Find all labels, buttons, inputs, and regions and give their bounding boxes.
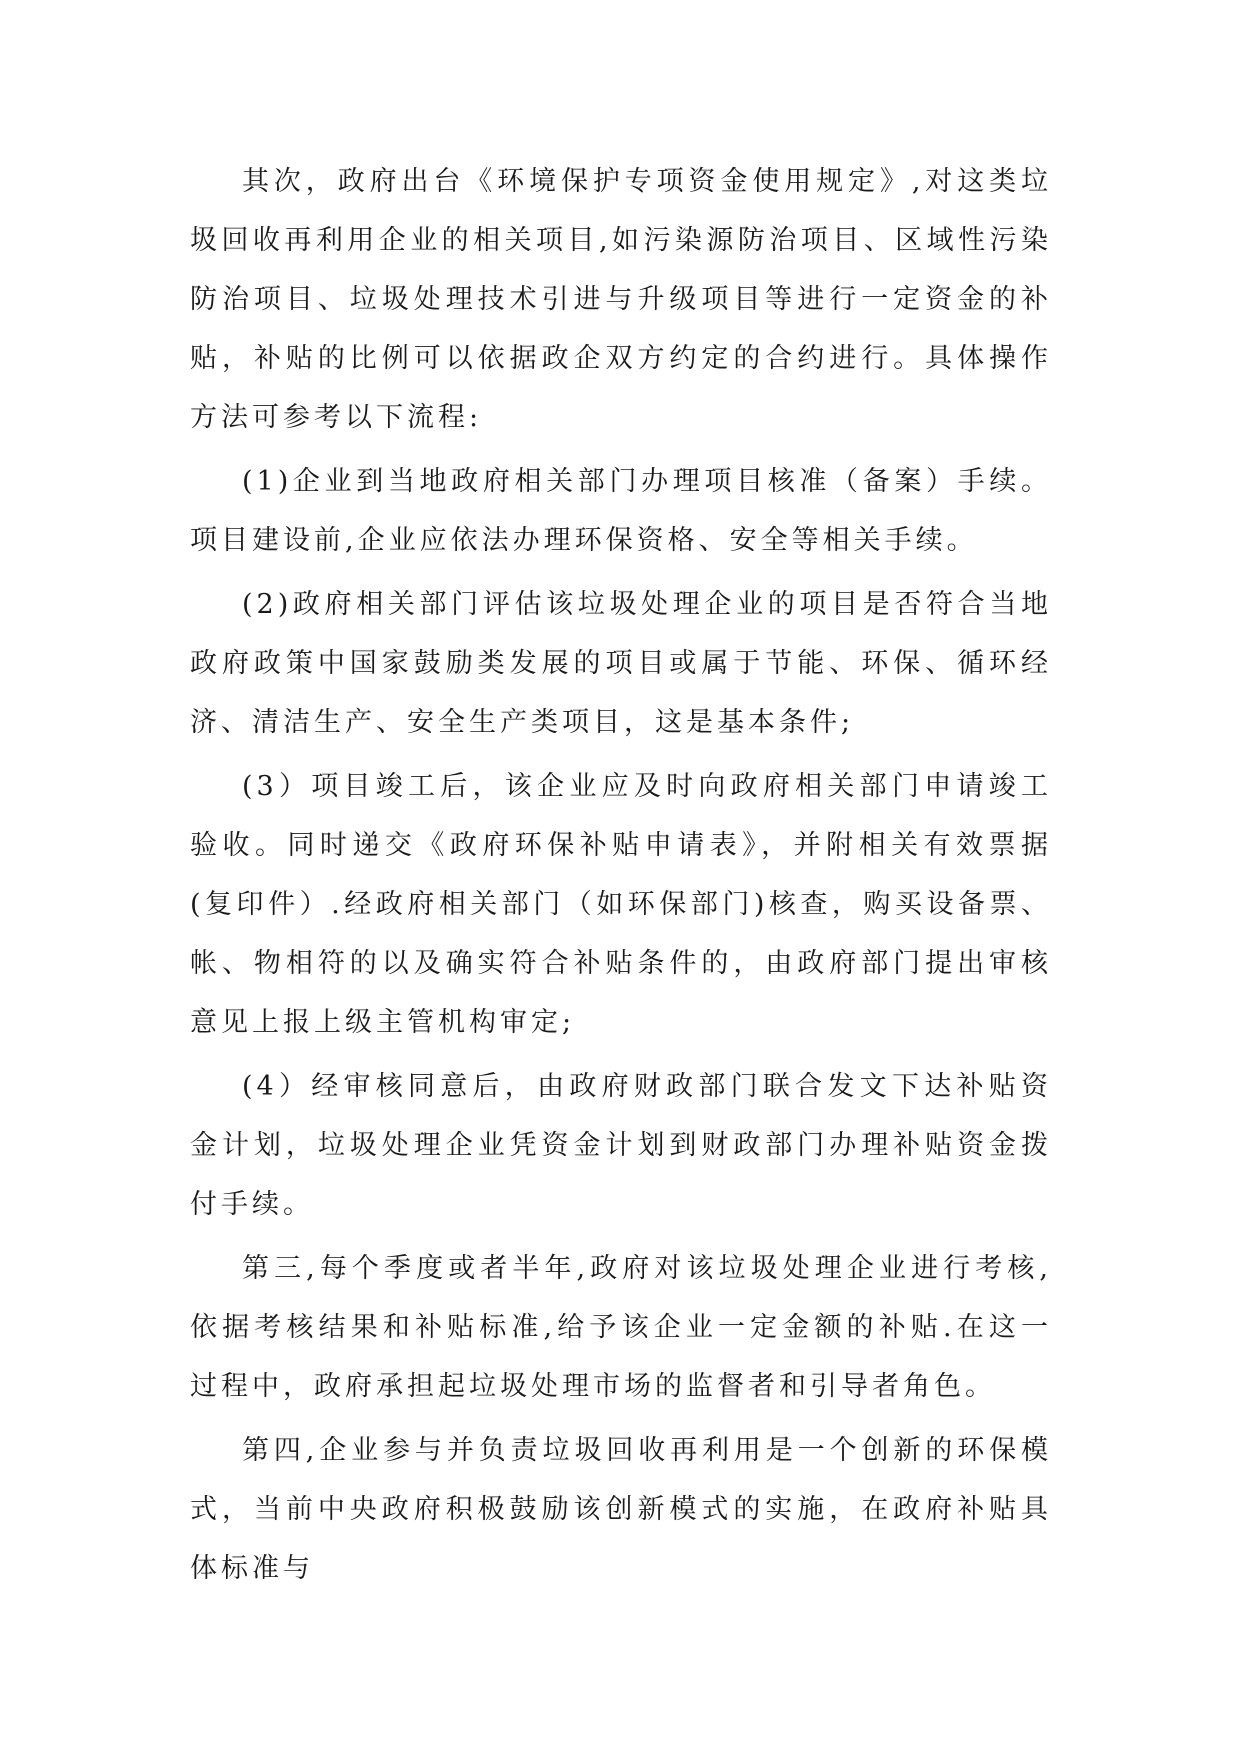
paragraph-step-1: (1)企业到当地政府相关部门办理项目核准（备案）手续。项目建设前,企业应依法办理环保资格、安全等相关手续。 xyxy=(190,466,1052,556)
paragraph-step-4: (4）经审核同意后，由政府财政部门联合发文下达补贴资金计划，垃圾处理企业凭资金计划到财政部门办理补贴资金拨付手续。 xyxy=(190,1071,1052,1220)
paragraph-step-2: (2)政府相关部门评估该垃圾处理企业的项目是否符合当地政府政策中国家鼓励类发展的项目或属于节能、环保、循环经济、清洁生产、安全生产类项目，这是基本条件; xyxy=(190,589,1052,738)
paragraph-third-assessment: 第三,每个季度或者半年,政府对该垃圾处理企业进行考核,依据考核结果和补贴标准,给予该企业一定金额的补贴.在这一过程中，政府承担起垃圾处理市场的监督者和引导者角色。 xyxy=(190,1253,1052,1402)
paragraph-fourth-innovation: 第四,企业参与并负责垃圾回收再利用是一个创新的环保模式，当前中央政府积极鼓励该创新模式的实施，在政府补贴具体标准与 xyxy=(190,1435,1052,1584)
paragraph-subsidy-regulation: 其次，政府出台《环境保护专项资金使用规定》,对这类垃圾回收再利用企业的相关项目,如污染源防治项目、区域性污染防治项目、垃圾处理技术引进与升级项目等进行一定资金的补贴，补贴的比例可以依据政企双方约定的合约进行。具体操作方法可参考以下流程: xyxy=(190,166,1052,433)
paragraph-step-3: (3）项目竣工后，该企业应及时向政府相关部门申请竣工验收。同时递交《政府环保补贴申请表》，并附相关有效票据(复印件）.经政府相关部门（如环保部门)核查，购买设备票、帐、物相符的以及确实符合补贴条件的，由政府部门提出审核意见上报上级主管机构审定; xyxy=(190,771,1052,1038)
document-body xyxy=(190,152,1052,1603)
